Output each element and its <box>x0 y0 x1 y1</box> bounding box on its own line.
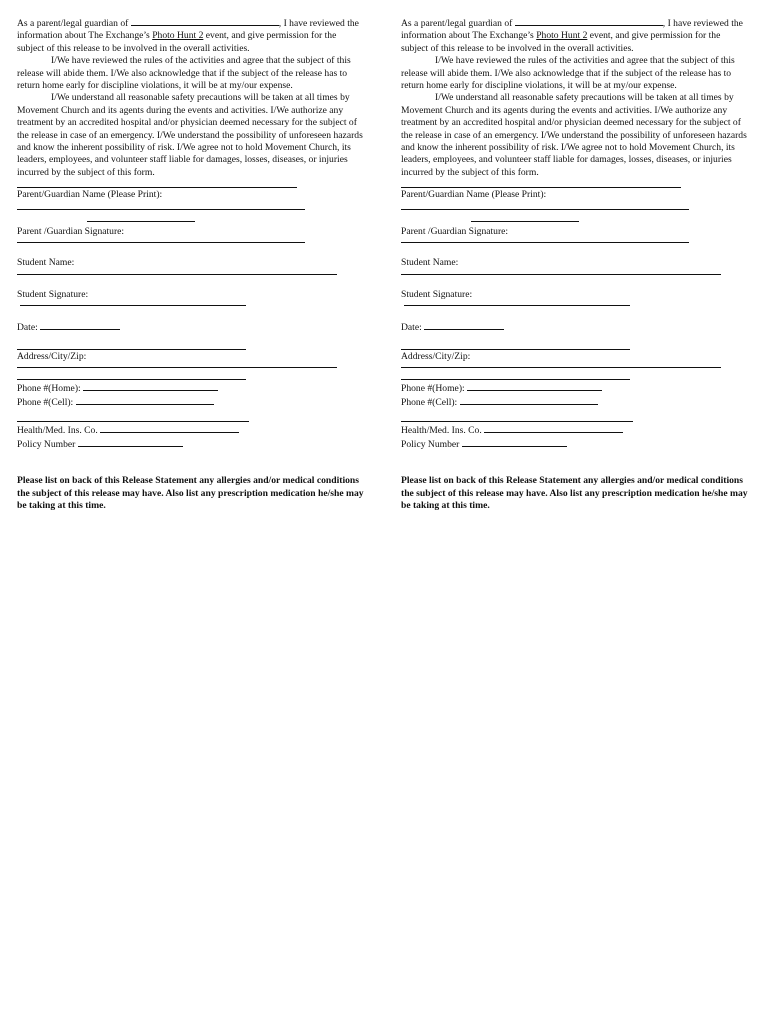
parent-name-short-line[interactable] <box>87 221 195 222</box>
health-top-line[interactable] <box>17 421 249 422</box>
rules-paragraph <box>17 55 365 92</box>
rules-paragraph <box>401 55 749 92</box>
student-name-label: Student Name: <box>17 257 75 269</box>
policy-number-label: Policy Number <box>17 438 76 450</box>
address-top-line[interactable] <box>17 349 246 350</box>
parent-signature-label: Parent /Guardian Signature: <box>17 225 125 237</box>
health-top-line[interactable] <box>401 421 633 422</box>
phone-home-label: Phone #(Home): <box>17 382 81 394</box>
phone-home-field <box>401 381 749 395</box>
intro-text-continued: , I have reviewed the information about The Exchange’s <box>401 18 743 42</box>
address-line[interactable] <box>401 367 721 368</box>
release-form-copy-left <box>17 16 365 513</box>
safety-paragraph <box>17 92 365 179</box>
address-second-line[interactable] <box>17 379 246 380</box>
date-field <box>401 320 749 334</box>
student-name-label: Student Name: <box>401 257 459 269</box>
health-ins-line[interactable] <box>100 423 239 433</box>
safety-paragraph <box>401 92 749 179</box>
event-name: Photo Hunt 2 <box>152 30 204 42</box>
safety-text: I/We understand all reasonable safety precautions will be taken at all times by Movement Church and its agents during the events and activities. I/We authorize any treatment by an accredited hospital and/or physician deemed necessary for the subject of the release in case of an emergency. I/We understand the possibility of unforeseen hazards and know the inherent possibility of risk. I/We agree not to hold Movement Church, its leaders, employees, and volunteer staff liable for damages, losses, diseases, or injuries incurred by the subject of this form. <box>17 92 363 178</box>
phone-cell-line[interactable] <box>460 395 598 405</box>
health-ins-label: Health/Med. Ins. Co. <box>401 424 482 436</box>
intro-text-continued: , I have reviewed the information about The Exchange’s <box>17 18 359 42</box>
intro-text-end: event, and give permission for the subject of this release to be involved in the overall activities. <box>401 30 721 54</box>
permission-paragraph <box>17 16 365 55</box>
permission-paragraph <box>401 16 749 55</box>
health-ins-line[interactable] <box>484 423 623 433</box>
policy-number-line[interactable] <box>78 437 183 447</box>
parent-name-line[interactable] <box>17 187 297 188</box>
phone-home-label: Phone #(Home): <box>401 382 465 394</box>
parent-name-input-line[interactable] <box>17 209 305 210</box>
health-ins-label: Health/Med. Ins. Co. <box>17 424 98 436</box>
health-ins-field <box>17 423 365 437</box>
address-label: Address/City/Zip: <box>17 351 87 363</box>
address-top-line[interactable] <box>401 349 630 350</box>
parent-name-input-line[interactable] <box>401 209 689 210</box>
student-signature-line[interactable] <box>20 305 246 306</box>
parent-signature-label: Parent /Guardian Signature: <box>401 225 509 237</box>
policy-number-field <box>401 437 749 451</box>
phone-cell-label: Phone #(Cell): <box>401 397 458 409</box>
parent-name-short-line[interactable] <box>471 221 579 222</box>
health-ins-field <box>401 423 749 437</box>
event-name: Photo Hunt 2 <box>536 30 588 42</box>
phone-home-line[interactable] <box>83 381 218 391</box>
phone-home-line[interactable] <box>467 381 602 391</box>
guardian-of-blank[interactable] <box>131 16 279 26</box>
release-form-copy-right <box>401 16 749 513</box>
safety-text: I/We understand all reasonable safety precautions will be taken at all times by Movement Church and its agents during the events and activities. I/We authorize any treatment by an accredited hospital and/or physician deemed necessary for the subject of the release in case of an emergency. I/We understand the possibility of unforeseen hazards and know the inherent possibility of risk. I/We agree not to hold Movement Church, its leaders, employees, and volunteer staff liable for damages, losses, diseases, or injuries incurred by the subject of this form. <box>401 92 747 178</box>
date-line[interactable] <box>40 320 120 330</box>
date-label: Date: <box>17 321 38 333</box>
policy-number-line[interactable] <box>462 437 567 447</box>
parent-signature-line[interactable] <box>17 242 305 243</box>
intro-text-end: event, and give permission for the subject of this release to be involved in the overall activities. <box>17 30 337 54</box>
date-label: Date: <box>401 321 422 333</box>
intro-text: As a parent/legal guardian of <box>401 18 513 29</box>
parent-name-line[interactable] <box>401 187 681 188</box>
policy-number-label: Policy Number <box>401 438 460 450</box>
parent-name-label: Parent/Guardian Name (Please Print): <box>17 189 163 201</box>
allergy-note: Please list on back of this Release Statement any allergies and/or medical conditions the subject of this release may have. Also list any prescription medication he/she may be taking at this time. <box>401 475 748 512</box>
address-line[interactable] <box>17 367 337 368</box>
parent-signature-line[interactable] <box>401 242 689 243</box>
address-label: Address/City/Zip: <box>401 351 471 363</box>
policy-number-field <box>17 437 365 451</box>
student-signature-label: Student Signature: <box>17 288 89 300</box>
student-name-line[interactable] <box>17 274 337 275</box>
phone-cell-field <box>401 395 749 409</box>
rules-text: I/We have reviewed the rules of the activities and agree that the subject of this release will abide them. I/We also acknowledge that if the subject of the release has to return home early for discipline violations, it will be at my/our expense. <box>17 55 351 92</box>
student-name-line[interactable] <box>401 274 721 275</box>
rules-text: I/We have reviewed the rules of the activities and agree that the subject of this release will abide them. I/We also acknowledge that if the subject of the release has to return home early for discipline violations, it will be at my/our expense. <box>401 55 735 92</box>
date-line[interactable] <box>424 320 504 330</box>
phone-cell-label: Phone #(Cell): <box>17 397 74 409</box>
student-signature-line[interactable] <box>404 305 630 306</box>
date-field <box>17 320 365 334</box>
guardian-of-blank[interactable] <box>515 16 663 26</box>
parent-name-label: Parent/Guardian Name (Please Print): <box>401 189 547 201</box>
intro-text: As a parent/legal guardian of <box>17 18 129 29</box>
allergy-note: Please list on back of this Release Statement any allergies and/or medical conditions the subject of this release may have. Also list any prescription medication he/she may be taking at this time. <box>17 475 364 512</box>
student-signature-label: Student Signature: <box>401 288 473 300</box>
phone-cell-field <box>17 395 365 409</box>
address-second-line[interactable] <box>401 379 630 380</box>
phone-home-field <box>17 381 365 395</box>
phone-cell-line[interactable] <box>76 395 214 405</box>
